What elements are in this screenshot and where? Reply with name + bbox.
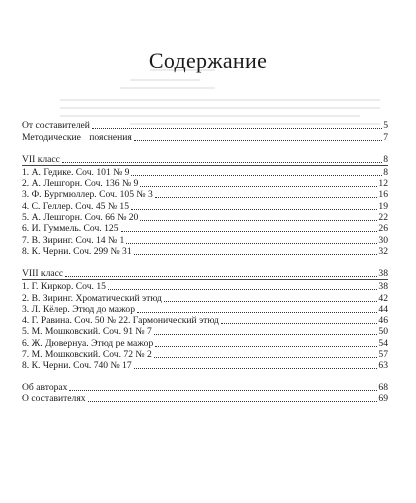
leader-dots — [137, 312, 377, 313]
section-page: 8 — [383, 153, 388, 165]
toc-entry-from-compilers[interactable] — [22, 120, 388, 131]
toc-entry-page: 30 — [378, 234, 388, 246]
toc-entry-label: 5. М. Мошковский. Соч. 91 № 7 — [22, 326, 152, 338]
section-divider — [22, 279, 388, 280]
toc-entry-page: 8 — [383, 166, 388, 178]
section-heading: VII класс — [22, 153, 60, 165]
leader-dots — [221, 323, 377, 324]
toc-entry[interactable] — [22, 178, 388, 189]
toc-entry[interactable] — [22, 281, 388, 292]
leader-dots — [108, 289, 377, 290]
toc-entry-about-compilers[interactable] — [22, 393, 388, 404]
toc-entry-label: Методические пояснения — [22, 131, 132, 143]
toc-entry-page: 54 — [378, 337, 388, 349]
toc-entry-page: 68 — [378, 381, 388, 393]
leader-dots — [69, 390, 377, 391]
leader-dots — [155, 346, 377, 347]
section-divider — [22, 165, 388, 166]
leader-dots — [65, 276, 377, 277]
toc-entry-label: 6. Ж. Дювернуа. Этюд ре мажор — [22, 337, 154, 349]
toc-entry-page: 26 — [378, 223, 388, 235]
leader-dots — [62, 162, 382, 163]
toc-entry-about-authors[interactable] — [22, 381, 388, 392]
toc-entry-label: От составителей — [22, 120, 90, 132]
toc-entry[interactable] — [22, 326, 388, 337]
toc-entry-page: 44 — [378, 303, 388, 315]
toc-entry-label: 4. С. Геллер. Соч. 45 № 15 — [22, 200, 129, 212]
toc-entry-page: 63 — [378, 360, 388, 372]
toc-entry[interactable] — [22, 315, 388, 326]
toc-entry-label: 1. Г. Киркор. Соч. 15 — [22, 281, 106, 293]
toc-section-7[interactable] — [22, 153, 388, 165]
toc-entry[interactable] — [22, 200, 388, 211]
toc-entry[interactable] — [22, 167, 388, 178]
toc-entry-page: 12 — [378, 178, 388, 190]
toc-entry-label: 2. А. Лешгорн. Соч. 136 № 9 — [22, 178, 139, 190]
leader-dots — [154, 334, 378, 335]
toc-entry-label: Об авторах — [22, 381, 68, 393]
toc-entry-page: 32 — [378, 245, 388, 257]
toc-entry[interactable] — [22, 337, 388, 348]
leader-dots — [131, 209, 377, 210]
toc-entry-page: 50 — [378, 326, 388, 338]
section-heading: VIII класс — [22, 267, 64, 279]
toc-entry-label: 5. А. Лешгорн. Соч. 66 № 20 — [22, 212, 139, 224]
toc-entry-page: 69 — [378, 392, 388, 404]
toc-entry-label: 8. К. Черни. Соч. 740 № 17 — [22, 360, 132, 372]
toc-entry[interactable] — [22, 349, 388, 360]
leader-dots — [140, 186, 377, 187]
section-page: 38 — [378, 267, 388, 279]
toc-section-8[interactable] — [22, 267, 388, 279]
leader-dots — [134, 254, 378, 255]
table-of-contents — [22, 120, 388, 404]
toc-entry-label: 1. А. Гедике. Соч. 101 № 9 — [22, 166, 130, 178]
leader-dots — [164, 301, 378, 302]
toc-entry-page: 57 — [378, 349, 388, 361]
toc-entry-label: 6. И. Гуммель. Соч. 125 — [22, 223, 119, 235]
toc-entry-label: 4. Г. Равина. Соч. 50 № 22. Гармонический этюд — [22, 315, 219, 327]
leader-dots — [88, 401, 378, 402]
toc-entry-page: 7 — [383, 131, 388, 143]
toc-entry[interactable] — [22, 360, 388, 371]
leader-dots — [134, 368, 378, 369]
toc-entry-page: 38 — [378, 281, 388, 293]
toc-entry-label: 7. В. Зиринг. Соч. 14 № 1 — [22, 234, 125, 246]
toc-entry-page: 46 — [378, 315, 388, 327]
toc-entry[interactable] — [22, 246, 388, 257]
leader-dots — [155, 197, 378, 198]
leader-dots — [154, 357, 378, 358]
leader-dots — [131, 175, 382, 176]
toc-entry[interactable] — [22, 189, 388, 200]
toc-entry-label: 7. М. Мошковский. Соч. 72 № 2 — [22, 349, 152, 361]
toc-entry-label: О составителях — [22, 392, 86, 404]
leader-dots — [126, 243, 377, 244]
toc-entry[interactable] — [22, 234, 388, 245]
toc-entry-page: 5 — [383, 120, 388, 132]
leader-dots — [92, 128, 382, 129]
leader-dots — [140, 220, 377, 221]
toc-entry[interactable] — [22, 212, 388, 223]
toc-entry-page: 16 — [378, 189, 388, 201]
toc-entry-label: 2. В. Зиринг. Хроматический этюд — [22, 292, 162, 304]
toc-entry-methodical-notes[interactable] — [22, 131, 388, 142]
leader-dots — [134, 140, 382, 141]
toc-entry-page: 22 — [378, 212, 388, 224]
toc-entry-label: 3. Л. Кёлер. Этюд до мажор — [22, 303, 136, 315]
toc-entry-label: 8. К. Черни. Соч. 299 № 31 — [22, 245, 132, 257]
toc-entry[interactable] — [22, 223, 388, 234]
leader-dots — [121, 231, 378, 232]
toc-entry-page: 42 — [378, 292, 388, 304]
toc-entry[interactable] — [22, 304, 388, 315]
page-title: Содержание — [148, 48, 268, 73]
toc-entry[interactable] — [22, 292, 388, 303]
toc-entry-label: 3. Ф. Бургмюллер. Соч. 105 № 3 — [22, 189, 153, 201]
toc-entry-page: 19 — [378, 200, 388, 212]
